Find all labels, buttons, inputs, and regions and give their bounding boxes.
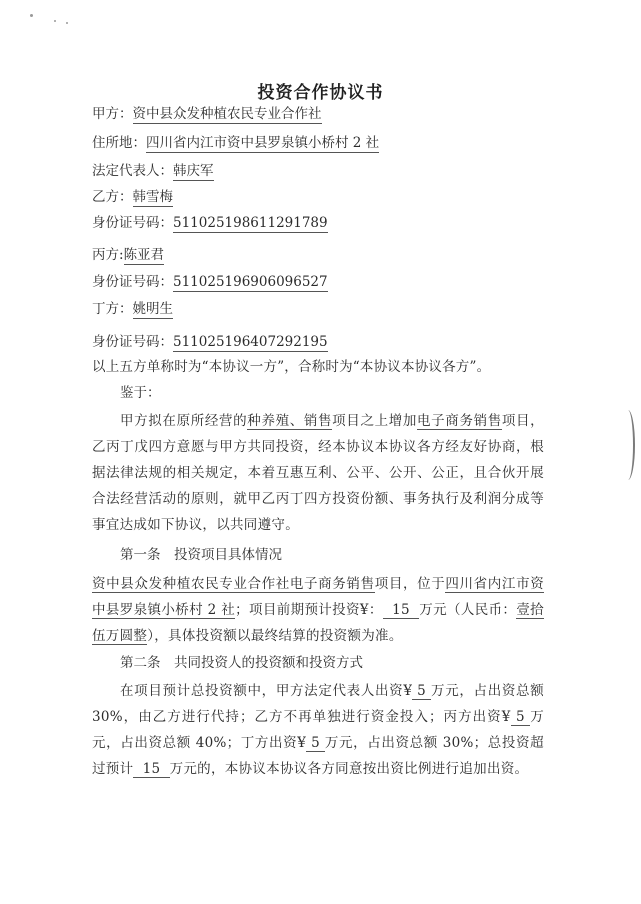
legal-rep-line bbox=[92, 161, 214, 181]
art2-text-a: 在项目预计总投资额中，甲方法定代表人出资¥ bbox=[120, 683, 413, 699]
party-a-name: 资中县众发种植农民专业合作社 bbox=[132, 106, 322, 122]
para1-text-a: 甲方拟在原所经营的 bbox=[120, 413, 248, 429]
art1-amount-words: 壹拾伍万圆整 bbox=[92, 602, 544, 644]
party-c-id-line bbox=[92, 272, 328, 292]
art1-text-d: ），具体投资额以最终结算的投资额为准。 bbox=[147, 628, 403, 644]
art1-text-b: ；项目前期预计投资¥： bbox=[235, 602, 383, 618]
article2-heading: 第二条 共同投资人的投资额和投资方式 bbox=[120, 655, 363, 671]
art2-amount-a: 5 bbox=[412, 683, 432, 699]
art1-amount: 15 bbox=[382, 602, 420, 618]
article2-paragraph bbox=[92, 678, 544, 782]
party-c-line bbox=[92, 245, 164, 265]
party-d-id-line bbox=[92, 332, 328, 352]
party-d-line bbox=[92, 299, 173, 319]
art2-text-b: 万元，占出资总额 30%，由乙方进行代持；乙方不再单独进行资金投入；丙方出资¥ bbox=[92, 683, 544, 725]
art2-text-d: 万元，占出资总额 30%；总投资超过预计 bbox=[92, 735, 544, 777]
summary-line: 以上五方单称时为“本协议一方”，合称时为“本协议本协议各方”。 bbox=[92, 359, 491, 375]
scan-edge-mark bbox=[621, 410, 635, 480]
party-c-id-label: 身份证号码： bbox=[92, 274, 173, 290]
address-value: 四川省内江市资中县罗泉镇小桥村 2 社 bbox=[146, 135, 380, 151]
party-b-id-label: 身份证号码： bbox=[92, 215, 173, 231]
art1-text-c: 万元（人民币： bbox=[419, 602, 517, 618]
para1-text-b: 项目之上增加 bbox=[332, 413, 418, 429]
party-b-id: 511025198611291789 bbox=[173, 215, 328, 231]
party-a-label: 甲方： bbox=[92, 106, 133, 122]
article1-heading: 第一条 投资项目具体情况 bbox=[120, 547, 282, 563]
legal-rep-label: 法定代表人： bbox=[92, 163, 173, 179]
whereas-heading: 鉴于： bbox=[120, 385, 161, 401]
art2-total: 15 bbox=[133, 761, 170, 777]
party-a-line bbox=[92, 104, 322, 124]
party-c-label: 丙方: bbox=[92, 247, 124, 263]
scan-speck bbox=[66, 22, 68, 24]
party-d-name: 姚明生 bbox=[132, 301, 173, 317]
party-b-label: 乙方： bbox=[92, 189, 133, 205]
legal-rep-value: 韩庆军 bbox=[173, 163, 214, 179]
party-b-name: 韩雪梅 bbox=[132, 189, 173, 205]
party-c-name: 陈亚君 bbox=[123, 247, 165, 263]
party-d-label: 丁方： bbox=[92, 301, 133, 317]
party-d-id: 511025196407292195 bbox=[173, 334, 328, 350]
para1-underline-ecommerce: 电子商务销售 bbox=[417, 413, 502, 429]
party-b-id-line bbox=[92, 213, 328, 233]
art1-location: 四川省内江市资中县罗泉镇小桥村 2 社 bbox=[92, 576, 545, 618]
party-d-id-label: 身份证号码： bbox=[92, 334, 173, 350]
art1-text-a: 项目，位于 bbox=[374, 576, 446, 592]
art2-text-e: 万元的，本协议本协议各方同意按出资比例进行追加出资。 bbox=[169, 761, 529, 777]
document-title: 投资合作协议书 bbox=[257, 83, 384, 103]
address-label: 住所地： bbox=[92, 135, 146, 151]
party-c-id: 511025196906096527 bbox=[173, 274, 328, 290]
art2-text-c: 万元，占出资总额 40%；丁方出资¥ bbox=[92, 709, 544, 751]
art1-project-name: 资中县众发种植农民专业合作社电子商务销售 bbox=[92, 576, 375, 592]
scan-speck bbox=[30, 14, 33, 17]
para1-underline-business: 种养殖、销售 bbox=[247, 413, 333, 429]
para1-text-c: 项目，乙丙丁戊四方意愿与甲方共同投资，经本协议本协议各方经友好协商，根据法律法规的相关规定，本着互惠互利、公平、公开、公正，且合伙开展合法经营活动的原则，就甲乙丙丁四方投资份额、事务执行及利润分成等事宜达成如下协议，以共同遵守。 bbox=[92, 413, 544, 533]
article1-paragraph bbox=[92, 571, 544, 649]
address-line bbox=[92, 133, 379, 153]
party-b-line bbox=[92, 187, 173, 207]
scan-speck bbox=[54, 20, 56, 22]
art2-amount-d: 5 bbox=[306, 735, 325, 751]
whereas-paragraph bbox=[92, 408, 544, 538]
art2-amount-c: 5 bbox=[510, 709, 531, 725]
